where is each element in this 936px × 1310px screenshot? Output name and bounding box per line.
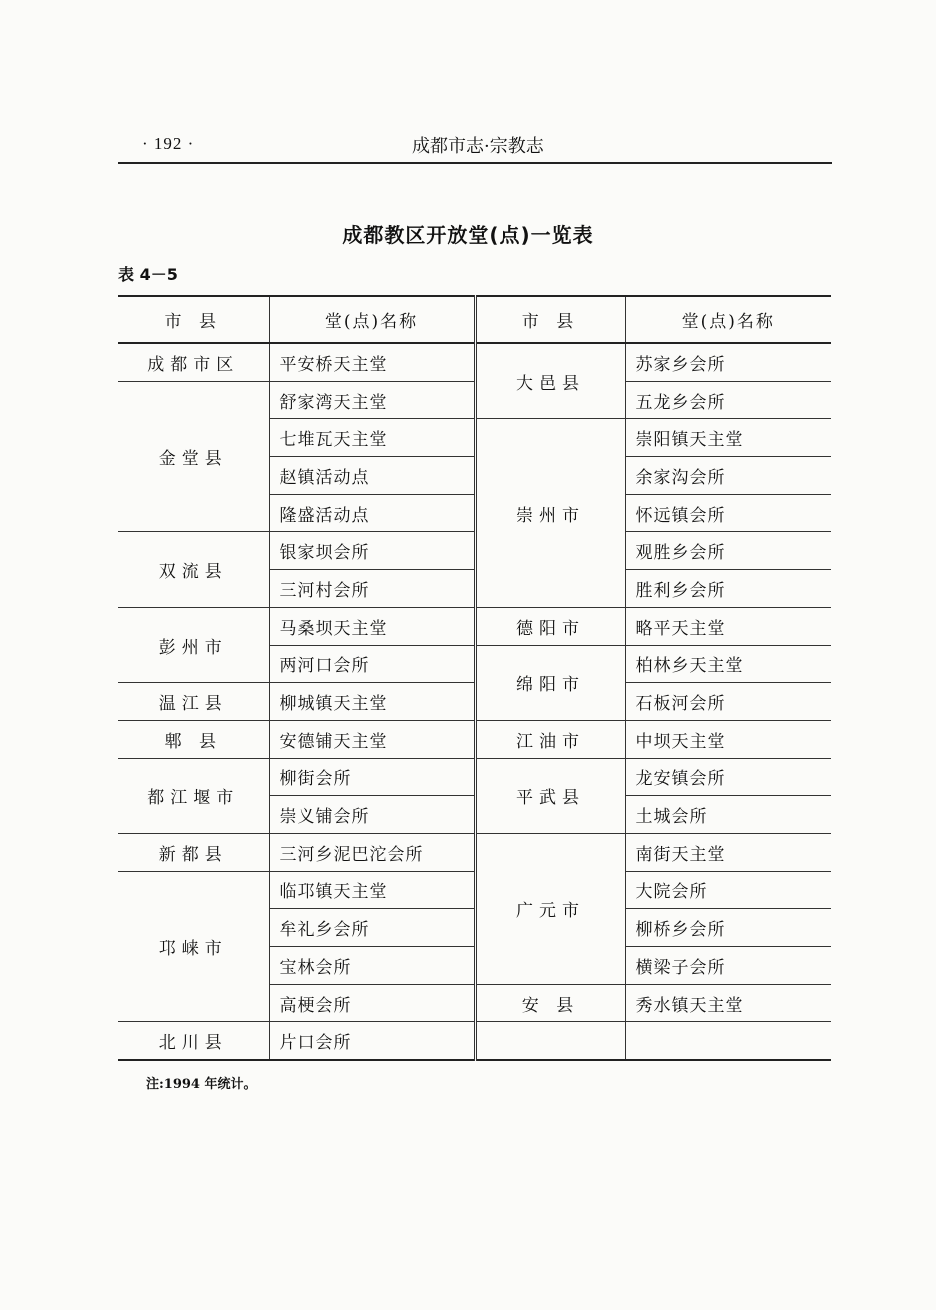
- left-place-cell: 银家坝会所: [269, 532, 475, 570]
- left-county-cell: 都江堰市: [118, 758, 269, 833]
- table-row: [118, 720, 831, 758]
- left-place-cell: 崇义铺会所: [269, 796, 475, 834]
- table-row: [118, 1022, 831, 1060]
- table-row: [118, 607, 831, 645]
- table-row: [118, 758, 831, 796]
- right-place-cell: 胜利乡会所: [625, 570, 831, 608]
- right-place-cell: 土城会所: [625, 796, 831, 834]
- right-county-cell: 绵阳市: [475, 645, 625, 720]
- left-place-cell: 隆盛活动点: [269, 494, 475, 532]
- right-place-cell: 秀水镇天主堂: [625, 984, 831, 1022]
- table-row: [118, 381, 831, 419]
- right-place-cell: 怀远镇会所: [625, 494, 831, 532]
- table-row: [118, 871, 831, 909]
- right-county-cell: 崇州市: [475, 419, 625, 607]
- left-place-cell: 柳街会所: [269, 758, 475, 796]
- right-county-cell: [475, 1022, 625, 1060]
- header-place-left: 堂(点)名称: [269, 296, 475, 343]
- running-title: 成都市志·宗教志: [412, 136, 544, 157]
- right-place-cell: 观胜乡会所: [625, 532, 831, 570]
- table-header-row: [118, 296, 831, 343]
- left-place-cell: 片口会所: [269, 1022, 475, 1060]
- right-place-cell: 大院会所: [625, 871, 831, 909]
- right-place-cell: 苏家乡会所: [625, 343, 831, 381]
- right-place-cell: 余家沟会所: [625, 457, 831, 495]
- table-body: [118, 343, 831, 1060]
- right-place-cell: [625, 1022, 831, 1060]
- church-list-table: [118, 295, 831, 1061]
- right-place-cell: 中坝天主堂: [625, 720, 831, 758]
- left-county-cell: 温江县: [118, 683, 269, 721]
- right-place-cell: 柳桥乡会所: [625, 909, 831, 947]
- left-county-cell: 双流县: [118, 532, 269, 607]
- table-note: 注:1994 年统计。: [146, 1077, 257, 1092]
- header-place-right: 堂(点)名称: [625, 296, 831, 343]
- right-place-cell: 柏林乡天主堂: [625, 645, 831, 683]
- left-place-cell: 平安桥天主堂: [269, 343, 475, 381]
- left-place-cell: 赵镇活动点: [269, 457, 475, 495]
- left-county-cell: 邛崃市: [118, 871, 269, 1022]
- right-place-cell: 石板河会所: [625, 683, 831, 721]
- right-place-cell: 龙安镇会所: [625, 758, 831, 796]
- table-row: [118, 683, 831, 721]
- left-place-cell: 两河口会所: [269, 645, 475, 683]
- right-county-cell: 安 县: [475, 984, 625, 1022]
- table-number: 表 4－5: [118, 265, 178, 284]
- table-title: 成都教区开放堂(点)一览表: [342, 223, 594, 247]
- left-place-cell: 马桑坝天主堂: [269, 607, 475, 645]
- left-county-cell: 郫 县: [118, 720, 269, 758]
- left-place-cell: 安德铺天主堂: [269, 720, 475, 758]
- right-county-cell: 德阳市: [475, 607, 625, 645]
- left-place-cell: 临邛镇天主堂: [269, 871, 475, 909]
- header-county-right: 市 县: [475, 296, 625, 343]
- left-county-cell: 成都市区: [118, 343, 269, 381]
- left-county-cell: 金堂县: [118, 381, 269, 532]
- left-county-cell: 新都县: [118, 833, 269, 871]
- left-place-cell: 三河乡泥巴沱会所: [269, 833, 475, 871]
- table-row: [118, 833, 831, 871]
- right-place-cell: 崇阳镇天主堂: [625, 419, 831, 457]
- right-place-cell: 略平天主堂: [625, 607, 831, 645]
- right-county-cell: 大邑县: [475, 343, 625, 419]
- table-row: [118, 532, 831, 570]
- page-number: · 192 ·: [142, 134, 195, 153]
- right-county-cell: 平武县: [475, 758, 625, 833]
- page-header: [118, 128, 832, 164]
- right-county-cell: 江油市: [475, 720, 625, 758]
- left-place-cell: 七堆瓦天主堂: [269, 419, 475, 457]
- left-county-cell: 彭州市: [118, 607, 269, 682]
- table-row: [118, 343, 831, 381]
- left-place-cell: 柳城镇天主堂: [269, 683, 475, 721]
- left-county-cell: 北川县: [118, 1022, 269, 1060]
- right-place-cell: 五龙乡会所: [625, 381, 831, 419]
- header-county-left: 市 县: [118, 296, 269, 343]
- left-place-cell: 牟礼乡会所: [269, 909, 475, 947]
- right-place-cell: 横梁子会所: [625, 947, 831, 985]
- right-place-cell: 南街天主堂: [625, 833, 831, 871]
- left-place-cell: 三河村会所: [269, 570, 475, 608]
- left-place-cell: 宝林会所: [269, 947, 475, 985]
- left-place-cell: 舒家湾天主堂: [269, 381, 475, 419]
- left-place-cell: 高梗会所: [269, 984, 475, 1022]
- right-county-cell: 广元市: [475, 833, 625, 984]
